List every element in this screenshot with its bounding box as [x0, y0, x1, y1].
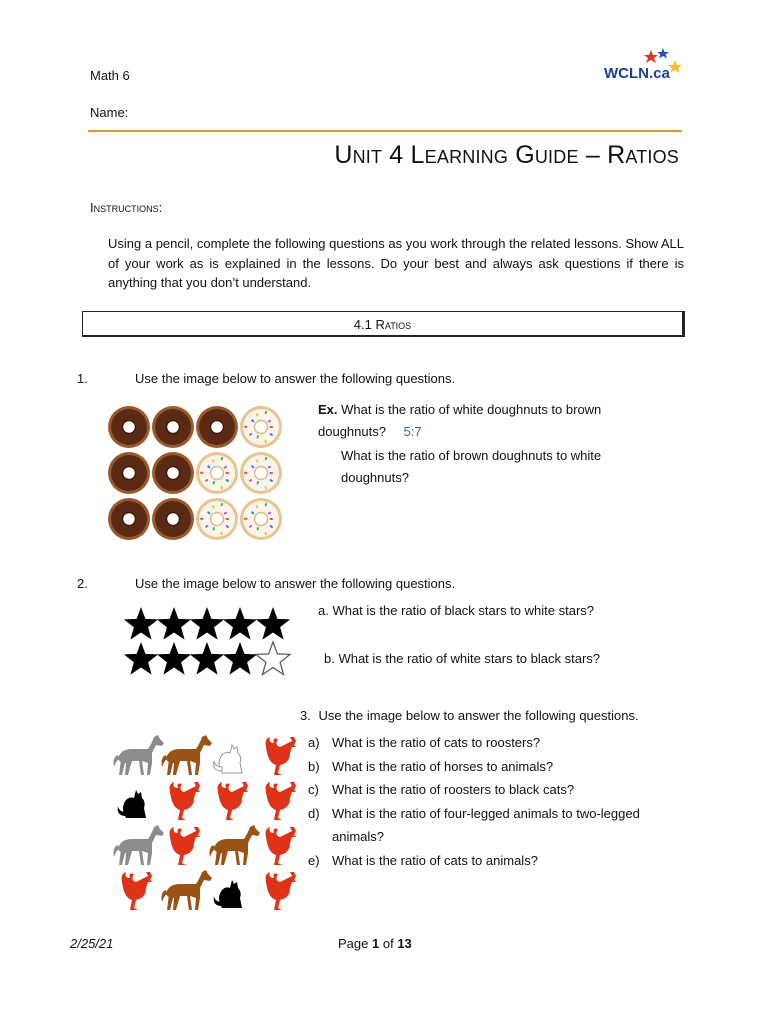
q2-part-b: b. What is the ratio of white stars to black stars?	[324, 651, 601, 666]
rooster	[266, 827, 297, 865]
black-cat	[214, 880, 242, 908]
q3-item	[308, 735, 540, 750]
rooster	[170, 827, 201, 865]
q3-item-label: d)	[308, 805, 320, 821]
q3-item-label: a)	[308, 735, 320, 750]
white-doughnut	[240, 498, 282, 540]
q1-example	[318, 399, 618, 443]
q3-item-text: What is the ratio of roosters to black cats?	[332, 782, 575, 797]
black-star	[157, 642, 191, 675]
brown-doughnut	[196, 406, 238, 448]
rooster	[170, 782, 201, 820]
rooster	[266, 872, 297, 910]
q3-item	[308, 853, 538, 868]
stars-image	[122, 606, 292, 681]
q2-prompt: Use the image below to answer the following questions.	[135, 576, 456, 591]
white-doughnut	[196, 452, 238, 494]
q3-number: 3.	[300, 708, 311, 723]
black-star	[223, 642, 257, 675]
q3-item-text: animals?	[332, 829, 385, 844]
rooster	[122, 872, 153, 910]
course-label: Math 6	[90, 68, 130, 83]
q1-sub-question: What is the ratio of brown doughnuts to white doughnuts?	[341, 448, 602, 485]
page-title: Unit 4 Learning Guide – Ratios	[334, 141, 679, 169]
q3-prompt: Use the image below to answer the following questions.	[318, 708, 639, 723]
white-doughnut	[196, 498, 238, 540]
black-star	[256, 607, 290, 640]
black-star	[124, 607, 158, 640]
grey-horse	[114, 825, 165, 865]
brown-doughnut	[108, 452, 150, 494]
instructions-body: Using a pencil, complete the following questions as you work through the related lessons. Show ALL of your work as is explained in the lessons. Do your best and always ask questions if there is anything that you don’t understand.	[108, 236, 684, 290]
logo-graphic	[603, 48, 685, 84]
total-pages: 13	[397, 936, 412, 951]
rooster	[266, 782, 297, 820]
black-star	[190, 642, 224, 675]
brown-horse	[162, 735, 213, 775]
black-star	[190, 607, 224, 640]
brown-horse	[162, 870, 213, 910]
brown-horse	[210, 825, 261, 865]
doughnuts-image	[105, 403, 295, 546]
black-star	[124, 642, 158, 675]
rooster	[266, 737, 297, 775]
q3-item	[308, 829, 384, 844]
white-doughnut	[240, 452, 282, 494]
q1-prompt: Use the image below to answer the following questions.	[135, 371, 456, 386]
name-field-label: Name:	[90, 105, 129, 120]
instructions-heading: Instructions:	[90, 200, 163, 215]
brown-doughnut	[108, 498, 150, 540]
grey-horse	[114, 735, 165, 775]
brown-doughnut	[152, 406, 194, 448]
white-doughnut	[240, 406, 282, 448]
page-of: of	[382, 936, 394, 951]
footer-page-number	[338, 936, 412, 951]
page-prefix: Page	[338, 936, 369, 951]
white-cat	[214, 745, 242, 773]
wcln-logo	[603, 48, 685, 84]
q1-example-text: What is the ratio of white doughnuts to brown doughnuts?	[318, 402, 602, 439]
q2-part-a: a. What is the ratio of black stars to white stars?	[318, 603, 595, 618]
q3-item-text: What is the ratio of four-legged animals to two-legged	[332, 805, 640, 821]
q3-item-text: What is the ratio of horses to animals?	[332, 758, 554, 774]
section-header-box	[82, 311, 685, 337]
brown-doughnut	[152, 452, 194, 494]
animals-image	[112, 733, 302, 916]
q3-item-text: What is the ratio of cats to animals?	[332, 852, 538, 868]
black-star	[157, 607, 191, 640]
brown-doughnut	[152, 498, 194, 540]
header-divider	[88, 130, 682, 132]
black-cat	[118, 790, 146, 818]
q3-item-label: c)	[308, 782, 319, 797]
q1-example-label: Ex.	[318, 402, 338, 417]
q1-number: 1.	[77, 371, 88, 386]
q1-example-answer: 5:7	[403, 424, 422, 439]
white-star	[256, 642, 290, 675]
rooster	[218, 782, 249, 820]
footer-date: 2/25/21	[70, 936, 114, 951]
q3-item	[308, 806, 640, 821]
q3-prompt-line	[300, 708, 639, 723]
q3-item-text: What is the ratio of cats to roosters?	[332, 735, 541, 750]
logo-text: WCLN.ca	[604, 65, 670, 82]
q3-item-label: e)	[308, 852, 320, 868]
q3-item-label: b)	[308, 758, 320, 774]
q2-number: 2.	[77, 576, 88, 591]
brown-doughnut	[108, 406, 150, 448]
black-star	[223, 607, 257, 640]
current-page: 1	[372, 936, 380, 951]
q3-item	[308, 759, 553, 774]
q3-item	[308, 782, 574, 797]
section-title: 4.1 Ratios	[353, 317, 412, 332]
